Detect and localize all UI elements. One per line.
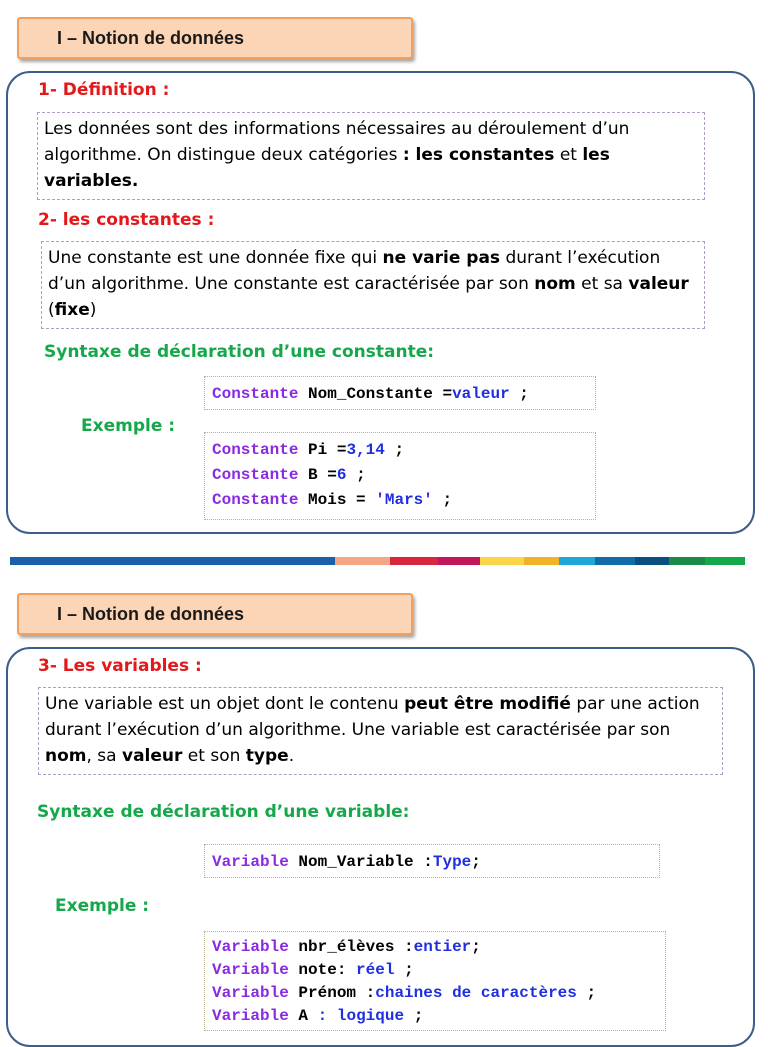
- constant-syntax-heading: Syntaxe de déclaration d’une constante:: [44, 342, 435, 362]
- code-value: logique: [336, 1007, 405, 1025]
- code-keyword: Variable: [212, 984, 289, 1002]
- code-identifier: note: [298, 961, 337, 979]
- code-identifier: Nom_Variable: [298, 853, 414, 871]
- variables-heading: 3- Les variables :: [38, 656, 202, 676]
- bold-type: type: [245, 746, 289, 766]
- color-bar-segment: [559, 557, 595, 565]
- code-terminator: ;: [586, 984, 597, 1002]
- code-terminator: ;: [404, 961, 414, 979]
- code-identifier: B: [308, 466, 318, 484]
- bold-valeur: valeur: [122, 746, 183, 766]
- bold-nom: nom: [534, 274, 576, 294]
- section-title-box: [17, 593, 413, 635]
- code-value: entier: [413, 938, 472, 956]
- section-title: I – Notion de données: [57, 604, 245, 624]
- color-bar-segment: [438, 557, 480, 565]
- code-operator: :: [317, 1007, 328, 1025]
- bold-nom: nom: [45, 746, 87, 766]
- color-bar-segment: [335, 557, 390, 565]
- code-value: 3,14: [346, 441, 385, 459]
- code-identifier: Nom_Constante: [308, 385, 433, 403]
- constant-syntax-code: [204, 376, 596, 410]
- code-keyword: Variable: [212, 961, 289, 979]
- code-operator: :: [365, 984, 376, 1002]
- code-keyword: Constante: [212, 385, 299, 403]
- color-bar-segment: [705, 557, 745, 565]
- color-bar-segment: [595, 557, 635, 565]
- bold-valeur: valeur: [628, 274, 689, 294]
- constants-panel: [6, 71, 755, 534]
- code-operator: :: [336, 961, 347, 979]
- code-line: [212, 1005, 658, 1028]
- bold-fixe: fixe: [54, 300, 90, 320]
- variables-panel: [6, 647, 755, 1047]
- code-identifier: A: [298, 1007, 309, 1025]
- code-line: [212, 438, 588, 463]
- code-value: 6: [336, 466, 347, 484]
- constantes-heading: 2- les constantes :: [38, 210, 215, 230]
- code-terminator: ;: [394, 441, 405, 459]
- code-keyword: Constante: [212, 441, 299, 459]
- variables-text: par une action durant l’exécution d’un algorithme. Une variable est caractérisée par son: [45, 694, 700, 740]
- definition-text: et: [554, 145, 583, 165]
- code-value: Type: [432, 853, 472, 871]
- code-keyword: Variable: [212, 938, 289, 956]
- constantes-text: et sa: [575, 274, 629, 294]
- variable-syntax-code: [204, 844, 660, 878]
- code-terminator: ;: [471, 938, 481, 956]
- definition-box: [37, 112, 705, 200]
- color-bar-segment: [635, 557, 669, 565]
- code-line: [212, 982, 658, 1005]
- code-keyword: Variable: [212, 853, 289, 871]
- code-value: réel: [356, 961, 395, 979]
- variable-example-code: [204, 931, 666, 1031]
- code-terminator: ;: [356, 466, 366, 484]
- code-keyword: Variable: [212, 1007, 289, 1025]
- code-identifier: Mois: [308, 491, 347, 509]
- code-line: [212, 959, 658, 982]
- code-operator: =: [327, 466, 337, 484]
- code-operator: :: [423, 853, 433, 871]
- color-separator-bar: [10, 557, 745, 565]
- color-bar-segment: [480, 557, 524, 565]
- variables-text: , sa: [86, 746, 122, 766]
- constantes-text: Une constante est une donnée fixe qui: [48, 248, 383, 268]
- code-operator: :: [404, 938, 414, 956]
- code-identifier: Pi: [308, 441, 328, 459]
- code-line: [212, 936, 658, 959]
- bold-peut-etre-modifie: peut être modifié: [404, 694, 571, 714]
- color-bar-segment: [390, 557, 438, 565]
- definition-text: Les données sont des informations nécessaires au déroulement d’un algorithme. On distingue deux catégories: [44, 119, 630, 165]
- code-terminator: ;: [519, 385, 529, 403]
- color-bar-segment: [10, 557, 335, 565]
- code-terminator: ;: [413, 1007, 424, 1025]
- constantes-text: (: [48, 300, 55, 320]
- code-value: valeur: [452, 385, 510, 403]
- color-bar-segment: [669, 557, 705, 565]
- variables-box: [38, 687, 723, 775]
- bold-ne-varie-pas: ne varie pas: [382, 248, 501, 268]
- constantes-box: [41, 241, 705, 329]
- code-identifier: Prénom: [298, 984, 357, 1002]
- code-terminator: ;: [471, 853, 481, 871]
- variables-text: Une variable est un objet dont le contenu: [45, 694, 405, 714]
- variables-text: et son: [182, 746, 246, 766]
- definition-heading: 1- Définition :: [38, 80, 170, 100]
- code-operator: =: [442, 385, 453, 403]
- code-identifier: nbr_élèves: [298, 938, 395, 956]
- variable-example-label: Exemple :: [55, 896, 150, 916]
- variable-syntax-heading: Syntaxe de déclaration d’une variable:: [37, 802, 410, 822]
- section-title-box: [17, 17, 413, 59]
- constantes-text: ): [89, 300, 97, 320]
- constant-example-code: [204, 432, 596, 520]
- code-line: [212, 488, 588, 513]
- code-terminator: ;: [442, 491, 453, 509]
- definition-bold-constantes: : les constantes: [402, 145, 555, 165]
- code-value: chaines de caractères: [375, 984, 577, 1002]
- color-bar-segment: [524, 557, 559, 565]
- code-operator: =: [336, 441, 347, 459]
- variables-text: .: [288, 746, 295, 766]
- constantes-text: durant l’exécution d’un algorithme. Une constante est caractérisée par son: [48, 248, 661, 294]
- code-keyword: Constante: [212, 491, 299, 509]
- constant-example-label: Exemple :: [81, 416, 176, 436]
- code-operator: =: [356, 491, 366, 509]
- code-keyword: Constante: [212, 466, 299, 484]
- code-line: [212, 463, 588, 488]
- code-value: 'Mars': [375, 491, 433, 509]
- section-title: I – Notion de données: [57, 28, 245, 48]
- definition-bold-variables: les variables.: [44, 145, 610, 191]
